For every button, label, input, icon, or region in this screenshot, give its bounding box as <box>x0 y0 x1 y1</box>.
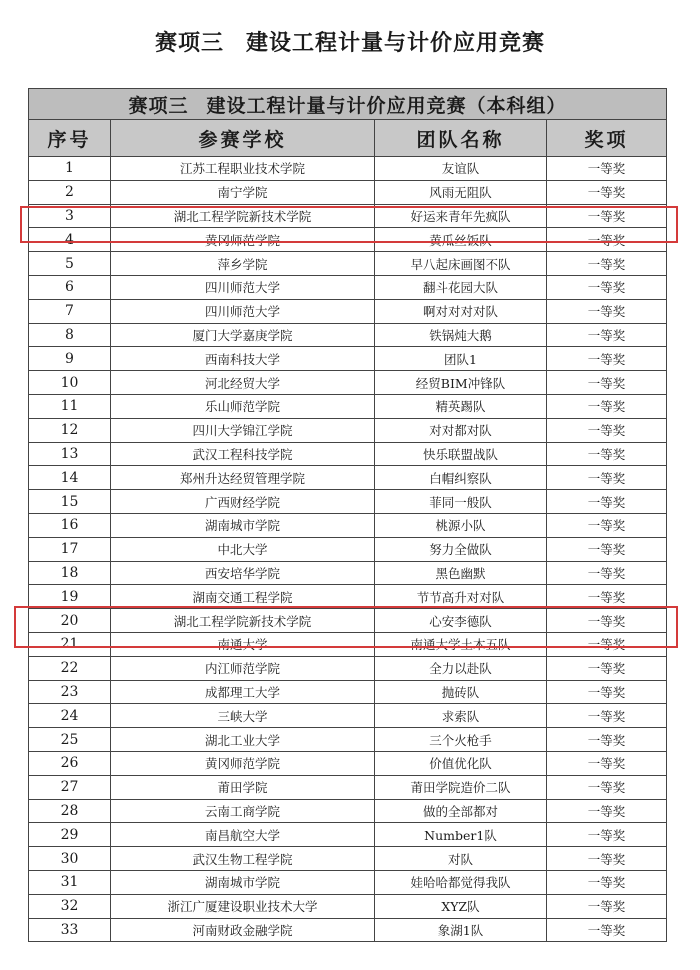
row-school: 河南财政金融学院 <box>111 918 375 942</box>
row-award: 一等奖 <box>547 180 667 204</box>
row-team: 精英踢队 <box>375 394 547 418</box>
table-row <box>29 323 667 347</box>
table-row <box>29 157 667 181</box>
table-row <box>29 609 667 633</box>
row-award: 一等奖 <box>547 823 667 847</box>
row-number: 8 <box>29 323 111 347</box>
table-row <box>29 418 667 442</box>
table-body <box>29 157 667 942</box>
table-row <box>29 537 667 561</box>
table-row <box>29 394 667 418</box>
row-number: 3 <box>29 204 111 228</box>
row-number: 12 <box>29 418 111 442</box>
row-school: 内江师范学院 <box>111 656 375 680</box>
row-number: 13 <box>29 442 111 466</box>
row-award: 一等奖 <box>547 157 667 181</box>
row-number: 5 <box>29 252 111 276</box>
row-team: 对队 <box>375 847 547 871</box>
table-row <box>29 632 667 656</box>
row-school: 西南科技大学 <box>111 347 375 371</box>
row-number: 9 <box>29 347 111 371</box>
row-award: 一等奖 <box>547 204 667 228</box>
row-number: 10 <box>29 371 111 395</box>
table-banner <box>29 89 667 120</box>
page-title-part2: 建设工程计量与计价应用竞赛 <box>246 31 546 56</box>
table-row <box>29 870 667 894</box>
row-award: 一等奖 <box>547 490 667 514</box>
table-row <box>29 228 667 252</box>
row-team: 象湖1队 <box>375 918 547 942</box>
row-team: 翻斗花园大队 <box>375 275 547 299</box>
row-award: 一等奖 <box>547 299 667 323</box>
table-row <box>29 561 667 585</box>
row-team: 铁锅炖大鹅 <box>375 323 547 347</box>
column-header-number: 序号 <box>29 120 111 157</box>
row-number: 30 <box>29 847 111 871</box>
row-school: 黄冈师范学院 <box>111 228 375 252</box>
page-title-part1: 赛项三 <box>154 31 224 56</box>
row-award: 一等奖 <box>547 704 667 728</box>
row-team: 求索队 <box>375 704 547 728</box>
table-row <box>29 918 667 942</box>
row-award: 一等奖 <box>547 275 667 299</box>
row-award: 一等奖 <box>547 894 667 918</box>
row-team: 早八起床画图不队 <box>375 252 547 276</box>
row-number: 28 <box>29 799 111 823</box>
row-number: 21 <box>29 632 111 656</box>
row-team: 做的全部都对 <box>375 799 547 823</box>
row-award: 一等奖 <box>547 466 667 490</box>
row-award: 一等奖 <box>547 394 667 418</box>
table-row <box>29 656 667 680</box>
row-school: 黄冈师范学院 <box>111 751 375 775</box>
row-award: 一等奖 <box>547 442 667 466</box>
row-school: 湖北工程学院新技术学院 <box>111 609 375 633</box>
row-number: 31 <box>29 870 111 894</box>
row-school: 江苏工程职业技术学院 <box>111 157 375 181</box>
row-award: 一等奖 <box>547 228 667 252</box>
row-number: 16 <box>29 513 111 537</box>
row-team: XYZ队 <box>375 894 547 918</box>
row-award: 一等奖 <box>547 775 667 799</box>
row-school: 河北经贸大学 <box>111 371 375 395</box>
row-team: 节节高升对对队 <box>375 585 547 609</box>
row-team: 黄瓜丝饭队 <box>375 228 547 252</box>
table-row <box>29 252 667 276</box>
row-team: 对对都对队 <box>375 418 547 442</box>
row-school: 成都理工大学 <box>111 680 375 704</box>
row-school: 南通大学 <box>111 632 375 656</box>
row-school: 湖南城市学院 <box>111 870 375 894</box>
row-number: 29 <box>29 823 111 847</box>
table-row <box>29 680 667 704</box>
row-team: 价值优化队 <box>375 751 547 775</box>
row-award: 一等奖 <box>547 870 667 894</box>
row-number: 20 <box>29 609 111 633</box>
table-row <box>29 823 667 847</box>
row-award: 一等奖 <box>547 585 667 609</box>
row-school: 四川师范大学 <box>111 299 375 323</box>
table-row <box>29 180 667 204</box>
row-school: 武汉生物工程学院 <box>111 847 375 871</box>
table-banner-part2: 建设工程计量与计价应用竞赛（本科组） <box>206 94 567 117</box>
row-team: 团队1 <box>375 347 547 371</box>
results-table <box>28 88 667 942</box>
row-award: 一等奖 <box>547 656 667 680</box>
table-row <box>29 894 667 918</box>
row-team: 经贸BIM冲锋队 <box>375 371 547 395</box>
table-header-row <box>29 120 667 157</box>
row-team: 菲同一般队 <box>375 490 547 514</box>
row-school: 莆田学院 <box>111 775 375 799</box>
row-school: 湖北工程学院新技术学院 <box>111 204 375 228</box>
row-award: 一等奖 <box>547 561 667 585</box>
row-team: 心安李德队 <box>375 609 547 633</box>
row-award: 一等奖 <box>547 323 667 347</box>
row-team: 白帽纠察队 <box>375 466 547 490</box>
row-award: 一等奖 <box>547 799 667 823</box>
row-number: 2 <box>29 180 111 204</box>
table-row <box>29 204 667 228</box>
row-team: 全力以赴队 <box>375 656 547 680</box>
row-team: 黑色幽默 <box>375 561 547 585</box>
row-number: 6 <box>29 275 111 299</box>
row-number: 27 <box>29 775 111 799</box>
row-number: 4 <box>29 228 111 252</box>
row-award: 一等奖 <box>547 751 667 775</box>
row-award: 一等奖 <box>547 347 667 371</box>
row-team: 桃源小队 <box>375 513 547 537</box>
row-school: 萍乡学院 <box>111 252 375 276</box>
row-school: 三峡大学 <box>111 704 375 728</box>
table-row <box>29 775 667 799</box>
row-award: 一等奖 <box>547 252 667 276</box>
row-number: 23 <box>29 680 111 704</box>
row-team: 莆田学院造价二队 <box>375 775 547 799</box>
row-school: 四川师范大学 <box>111 275 375 299</box>
row-team: 啊对对对对队 <box>375 299 547 323</box>
row-number: 24 <box>29 704 111 728</box>
row-team: Number1队 <box>375 823 547 847</box>
row-number: 11 <box>29 394 111 418</box>
table-row <box>29 513 667 537</box>
row-number: 1 <box>29 157 111 181</box>
table-row <box>29 704 667 728</box>
table-row <box>29 799 667 823</box>
row-team: 快乐联盟战队 <box>375 442 547 466</box>
row-school: 中北大学 <box>111 537 375 561</box>
column-header-school: 参赛学校 <box>111 120 375 157</box>
row-number: 19 <box>29 585 111 609</box>
table-row <box>29 442 667 466</box>
row-number: 18 <box>29 561 111 585</box>
row-school: 郑州升达经贸管理学院 <box>111 466 375 490</box>
row-number: 33 <box>29 918 111 942</box>
row-school: 浙江广厦建设职业技术大学 <box>111 894 375 918</box>
table-row <box>29 751 667 775</box>
page-title <box>0 26 700 57</box>
row-award: 一等奖 <box>547 371 667 395</box>
row-school: 武汉工程科技学院 <box>111 442 375 466</box>
table-row <box>29 275 667 299</box>
row-school: 南宁学院 <box>111 180 375 204</box>
row-award: 一等奖 <box>547 632 667 656</box>
row-school: 湖南城市学院 <box>111 513 375 537</box>
table-row <box>29 585 667 609</box>
row-team: 友谊队 <box>375 157 547 181</box>
row-award: 一等奖 <box>547 418 667 442</box>
row-number: 25 <box>29 728 111 752</box>
row-school: 云南工商学院 <box>111 799 375 823</box>
row-school: 西安培华学院 <box>111 561 375 585</box>
table-row <box>29 728 667 752</box>
table-row <box>29 847 667 871</box>
row-team: 南通大学土木五队 <box>375 632 547 656</box>
row-award: 一等奖 <box>547 918 667 942</box>
row-school: 南昌航空大学 <box>111 823 375 847</box>
row-team: 努力全做队 <box>375 537 547 561</box>
row-number: 32 <box>29 894 111 918</box>
table-row <box>29 371 667 395</box>
row-number: 26 <box>29 751 111 775</box>
row-school: 厦门大学嘉庚学院 <box>111 323 375 347</box>
row-number: 15 <box>29 490 111 514</box>
row-number: 7 <box>29 299 111 323</box>
table-banner-row <box>29 89 667 120</box>
row-award: 一等奖 <box>547 728 667 752</box>
row-number: 14 <box>29 466 111 490</box>
row-award: 一等奖 <box>547 680 667 704</box>
column-header-team: 团队名称 <box>375 120 547 157</box>
row-number: 17 <box>29 537 111 561</box>
row-award: 一等奖 <box>547 537 667 561</box>
table-row <box>29 490 667 514</box>
table-banner-part1: 赛项三 <box>128 94 189 117</box>
row-award: 一等奖 <box>547 609 667 633</box>
row-award: 一等奖 <box>547 847 667 871</box>
table-row <box>29 299 667 323</box>
column-header-award: 奖项 <box>547 120 667 157</box>
row-school: 四川大学锦江学院 <box>111 418 375 442</box>
row-award: 一等奖 <box>547 513 667 537</box>
table-row <box>29 466 667 490</box>
row-team: 抛砖队 <box>375 680 547 704</box>
row-number: 22 <box>29 656 111 680</box>
row-school: 湖南交通工程学院 <box>111 585 375 609</box>
row-team: 娃哈哈都觉得我队 <box>375 870 547 894</box>
row-school: 乐山师范学院 <box>111 394 375 418</box>
row-school: 湖北工业大学 <box>111 728 375 752</box>
row-team: 三个火枪手 <box>375 728 547 752</box>
row-team: 好运来青年先疯队 <box>375 204 547 228</box>
row-school: 广西财经学院 <box>111 490 375 514</box>
row-team: 风雨无阻队 <box>375 180 547 204</box>
table-row <box>29 347 667 371</box>
